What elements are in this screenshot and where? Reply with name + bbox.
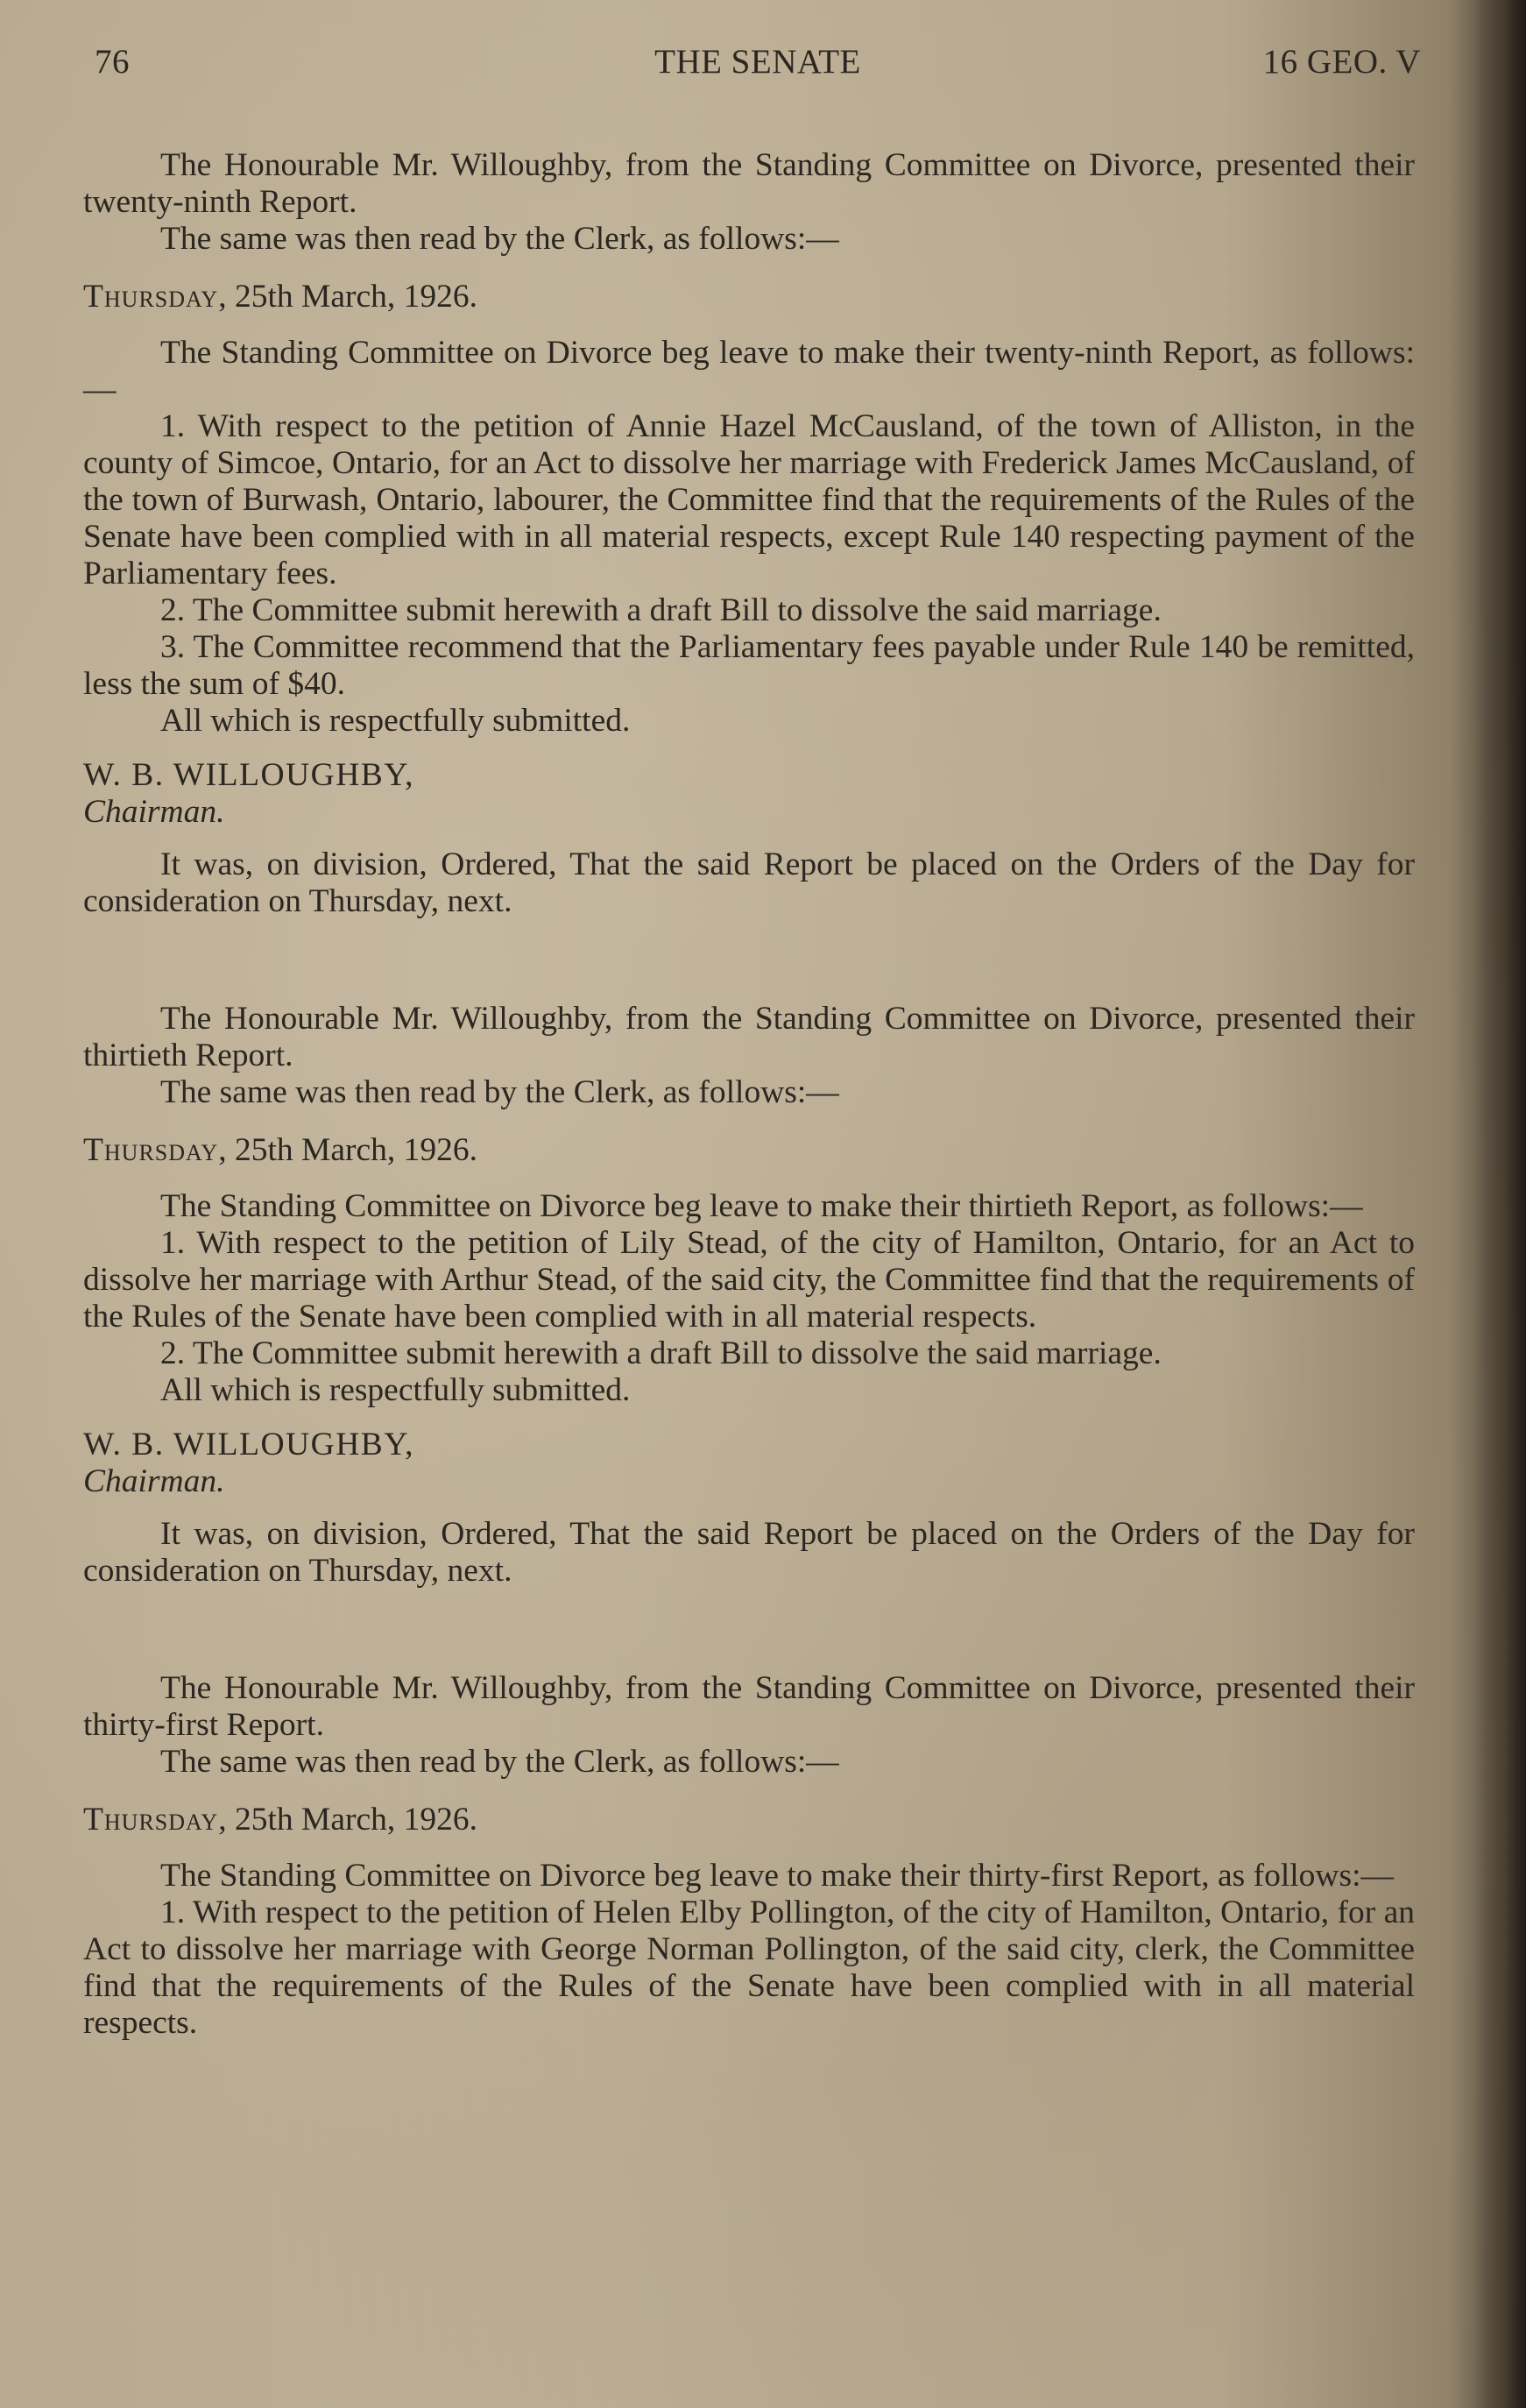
signature-role: Chairman. <box>83 794 225 830</box>
section-intro: The Honourable Mr. Willoughby, from the Standing Committee on Divorce, presented their twenty-ninth Report. <box>83 147 1415 220</box>
page-number: 76 <box>95 43 130 81</box>
signature: W. B. WILLOUGHBY, <box>83 1427 414 1463</box>
date-day: Thursday <box>83 1132 219 1168</box>
date-rest: , 25th March, 1926. <box>218 1132 478 1168</box>
report-item: 2. The Committee submit herewith a draft Bill to dissolve the said marriage. <box>160 1335 1162 1371</box>
order-text: It was, on division, Ordered, That the said Report be placed on the Orders of the Day for consideration on Thursday, next. <box>83 846 1415 919</box>
header-title: THE SENATE <box>654 43 861 81</box>
report-item: 1. With respect to the petition of Helen Elby Pollington, of the city of Hamilton, Ontario, for an Act to dissolve her marriage with George Norman Pollington, of the said city, clerk, the Committee find that the requirements of the Rules of the Senate have been complied with in all material respects. <box>83 1895 1415 2041</box>
report-item: 2. The Committee submit herewith a draft Bill to dissolve the said marriage. <box>160 592 1162 628</box>
report-section-31 <box>83 1670 1415 2042</box>
page-edge-shadow <box>1473 0 1526 2408</box>
section-intro: The Honourable Mr. Willoughby, from the Standing Committee on Divorce, presented their thirty-first Report. <box>83 1670 1415 1743</box>
signature-role: Chairman. <box>83 1463 225 1499</box>
report-section-30 <box>83 1001 1415 1590</box>
date-day: Thursday <box>83 279 219 315</box>
report-date <box>83 1132 1415 1169</box>
header-session: 16 GEO. V <box>1262 43 1421 81</box>
report-closing: All which is respectfully submitted. <box>160 1372 631 1408</box>
report-lead: The Standing Committee on Divorce beg leave to make their twenty-ninth Report, as follows:— <box>83 335 1415 407</box>
date-day: Thursday <box>83 1802 219 1838</box>
report-item: 1. With respect to the petition of Annie Hazel McCausland, of the town of Alliston, in the county of Simcoe, Ontario, for an Act to dissolve her marriage with Frederick James McCausland, of the town of Burwash, Ontario, labourer, the Committee find that the requirements of the Rules of the Senate have been complied with in all material respects, except Rule 140 respecting payment of the Parliamentary fees. <box>83 408 1415 591</box>
report-lead: The Standing Committee on Divorce beg leave to make their thirty-first Report, as follows:— <box>160 1858 1395 1894</box>
order-text: It was, on division, Ordered, That the said Report be placed on the Orders of the Day for consideration on Thursday, next. <box>83 1516 1415 1589</box>
report-date <box>83 279 1415 315</box>
report-item: 3. The Committee recommend that the Parliamentary fees payable under Rule 140 be remitted, less the sum of $40. <box>83 629 1415 702</box>
report-lead: The Standing Committee on Divorce beg leave to make their thirtieth Report, as follows:— <box>160 1188 1363 1224</box>
date-rest: , 25th March, 1926. <box>218 279 478 315</box>
report-section-29 <box>83 147 1415 920</box>
section-spacer <box>83 920 1415 1001</box>
section-spacer <box>83 1590 1415 1670</box>
section-intro: The Honourable Mr. Willoughby, from the Standing Committee on Divorce, presented their thirtieth Report. <box>83 1001 1415 1073</box>
signature: W. B. WILLOUGHBY, <box>83 757 414 793</box>
running-header <box>95 42 1421 86</box>
section-read: The same was then read by the Clerk, as follows:— <box>160 1744 839 1780</box>
page-body <box>83 147 1415 2042</box>
report-item: 1. With respect to the petition of Lily Stead, of the city of Hamilton, Ontario, for an Act to dissolve her marriage with Arthur Stead, of the said city, the Committee find that the requirements of the Rules of the Senate have been complied with in all material respects. <box>83 1225 1415 1335</box>
report-date <box>83 1802 1415 1838</box>
date-rest: , 25th March, 1926. <box>218 1802 478 1838</box>
report-closing: All which is respectfully submitted. <box>160 703 631 739</box>
section-read: The same was then read by the Clerk, as follows:— <box>160 221 839 257</box>
section-read: The same was then read by the Clerk, as follows:— <box>160 1074 839 1110</box>
